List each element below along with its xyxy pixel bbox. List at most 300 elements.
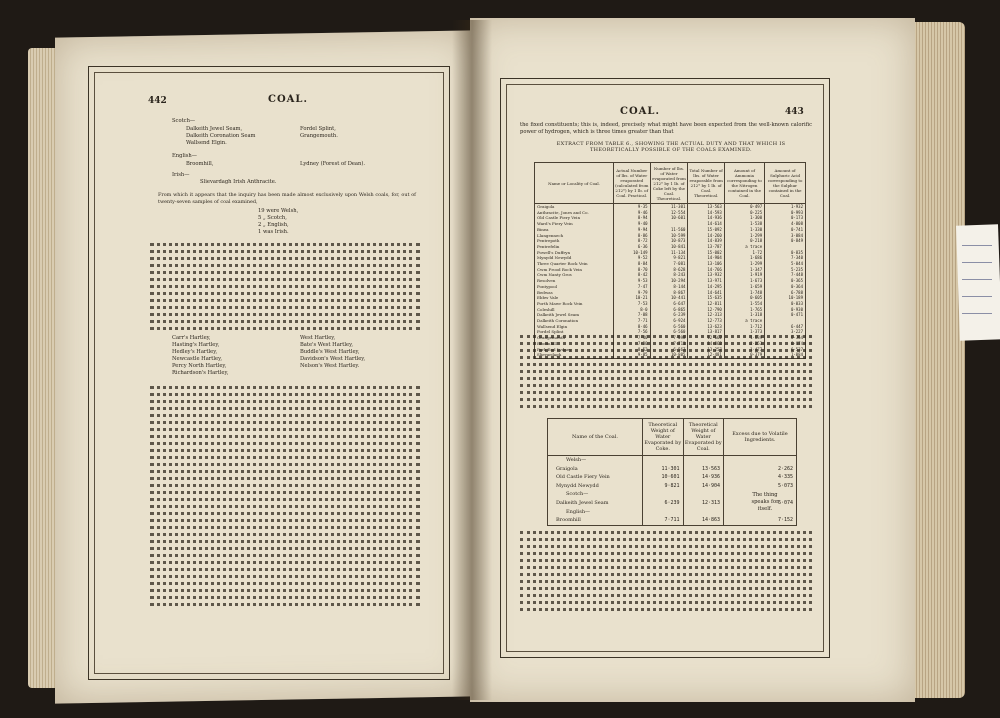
tally-line: 2 „ English,	[258, 222, 289, 228]
value-cell: 14·593	[688, 210, 724, 216]
value-cell: 0·471	[765, 312, 806, 318]
scotch-item: Dalkeith Coronation Seam	[186, 133, 256, 139]
text-line	[150, 257, 420, 260]
text-line	[150, 386, 420, 389]
text-line	[150, 327, 420, 330]
value-cell	[724, 456, 797, 465]
text-line	[150, 264, 420, 267]
value-cell: 0·835	[765, 250, 806, 256]
value-cell: 0·605	[724, 295, 764, 301]
right-page-heading: COAL.	[620, 106, 660, 117]
value-cell: 1·373	[724, 329, 764, 335]
text-line	[150, 442, 420, 445]
text-line	[520, 356, 812, 359]
table-header: Number of lbs. of Water evaporated from 212° by 1 lb. of Coke left by the Coal. Theoretical.	[650, 163, 688, 204]
value-cell: 7·40	[614, 335, 651, 341]
text-line	[520, 538, 812, 541]
value-cell: 14·839	[688, 238, 724, 244]
value-cell: 14·614	[688, 221, 724, 227]
value-cell: 6·788	[765, 290, 806, 296]
value-cell: 10·601	[650, 215, 688, 221]
value-cell: 12·313	[688, 312, 724, 318]
text-line	[520, 545, 812, 548]
text-line	[150, 414, 420, 417]
value-cell: 1·299	[724, 261, 764, 267]
coal-name-cell: Welsh—	[548, 456, 643, 465]
coal-name-cell: Dalkeith Jewel Seam	[548, 499, 643, 508]
value-cell: 15·092	[688, 227, 724, 233]
table1-caption: EXTRACT FROM TABLE 6., SHOWING THE ACTUAL DUTY AND THAT WHICH IS THEORETICALLY POSSIBLE OF THE COALS EXAMINED.	[556, 141, 786, 153]
value-cell: 13·787	[688, 244, 724, 250]
coal-name-cell: Broomhill	[548, 516, 643, 525]
value-cell: 6·36	[614, 244, 651, 250]
value-cell: 1·932	[765, 204, 806, 210]
text-line	[150, 243, 420, 246]
value-cell: 12·662	[688, 335, 724, 341]
english-item: Broomhill,	[186, 161, 214, 167]
text-line	[150, 285, 420, 288]
value-cell: 9·94	[614, 227, 651, 233]
value-cell: 13·563	[683, 465, 723, 474]
value-cell: 11·560	[650, 227, 688, 233]
value-cell: 9·821	[643, 482, 684, 491]
value-cell: 14·904	[683, 482, 723, 491]
coal-name-cell: Grangemouth	[535, 335, 614, 341]
text-line	[150, 435, 420, 438]
text-line	[150, 533, 420, 536]
coal-name-cell: Ward's Fiery Vein	[535, 221, 614, 227]
value-cell: 1·72	[724, 250, 764, 256]
text-line	[520, 363, 812, 366]
table-row	[548, 465, 797, 474]
value-cell: 2·262	[724, 465, 797, 474]
value-cell: 8·70	[614, 267, 651, 273]
value-cell: 8·243	[650, 272, 688, 278]
value-cell: 7·448	[765, 272, 806, 278]
value-cell: 13·817	[688, 329, 724, 335]
coal-name-cell: Scotch—	[548, 490, 643, 499]
coal-name-cell: Porth Mawr Rock Vein	[535, 301, 614, 307]
value-cell: 11·301	[643, 465, 684, 474]
text-line	[520, 601, 812, 604]
slip-rule	[962, 296, 992, 297]
value-cell: 0·173	[765, 215, 806, 221]
text-line	[150, 512, 420, 515]
value-cell: 3·227	[765, 329, 806, 335]
value-cell: 10·841	[650, 244, 688, 250]
value-cell	[643, 508, 684, 517]
value-cell: a trace	[724, 244, 764, 250]
coal-name-cell: Old Castle Fiery Vein	[548, 473, 643, 482]
text-line	[150, 554, 420, 557]
text-line	[520, 384, 812, 387]
table-header: Excess due to Volatile Ingredients.	[724, 419, 797, 456]
value-cell: 1·765	[724, 307, 764, 313]
text-line	[520, 405, 812, 408]
value-cell: 12·773	[688, 318, 724, 324]
tally-line: 19 were Welsh,	[258, 208, 299, 214]
value-cell	[683, 490, 723, 499]
value-cell: 12·313	[683, 499, 723, 508]
text-line	[520, 370, 812, 373]
value-cell: 8·52	[614, 347, 651, 353]
text-line	[150, 596, 420, 599]
duty-table	[534, 162, 806, 359]
value-cell: 13·563	[688, 204, 724, 210]
value-cell: 1·748	[724, 290, 764, 296]
value-cell: 8·46	[614, 324, 651, 330]
value-cell: 8·84	[614, 261, 651, 267]
text-line	[150, 582, 420, 585]
value-cell: 1·639	[724, 335, 764, 341]
value-cell: 0·033	[765, 301, 806, 307]
value-cell: 1·330	[724, 227, 764, 233]
value-cell: 10·21	[614, 295, 651, 301]
value-cell: 6·239	[650, 312, 688, 318]
text-line	[520, 342, 812, 345]
value-cell: 7·152	[724, 516, 797, 525]
text-line	[520, 573, 812, 576]
value-cell: 4·808	[765, 221, 806, 227]
value-cell	[683, 508, 723, 517]
text-line	[150, 393, 420, 396]
opening-paragraph: the fixed constituents; this is, indeed, precisely what might have been expected from the well-known calorific power of hydrogen, which is three times greater than that	[520, 122, 812, 136]
value-cell: 9·40	[614, 221, 651, 227]
value-cell: 6·074	[724, 499, 797, 508]
value-cell: 14·863	[683, 516, 723, 525]
table-header: Amount of Ammonia corresponding to the Nitrogen contained in the Coal.	[724, 163, 764, 204]
value-cell: 0·849	[765, 238, 806, 244]
value-cell: 10·873	[650, 238, 688, 244]
table-header: Name or Locality of Coal.	[535, 163, 614, 204]
table-row	[548, 516, 797, 525]
value-cell: 7·47	[614, 284, 651, 290]
text-line	[150, 540, 420, 543]
value-cell: 1·686	[724, 255, 764, 261]
text-line	[150, 400, 420, 403]
left-page-heading: COAL.	[268, 94, 308, 105]
value-cell: 9·79	[614, 290, 651, 296]
table-header: Theoretical Weight of Water Evaporated by Coal.	[683, 419, 723, 456]
value-cell: 8·86	[614, 233, 651, 239]
text-line	[150, 271, 420, 274]
value-cell: 0·379	[724, 352, 764, 358]
value-cell: 0·741	[765, 227, 806, 233]
hartley-item: Percy North Hartley,	[172, 363, 227, 369]
value-cell: 9·46	[614, 210, 651, 216]
table-row	[548, 456, 797, 465]
value-cell: 6·537	[765, 347, 806, 353]
value-cell: 9·821	[650, 255, 688, 261]
scotch-item: Wallsend Elgin.	[186, 140, 227, 146]
value-cell: 14·766	[688, 267, 724, 273]
coal-name-cell: Pentrefelin	[535, 244, 614, 250]
coal-name-cell: Dalkeith Coronation	[535, 318, 614, 324]
value-cell: 5·073	[724, 482, 797, 491]
hartley-item: West Hartley,	[300, 335, 336, 341]
text-line	[520, 608, 812, 611]
coal-name-cell: Pentrepoth	[535, 238, 614, 244]
text-line	[150, 470, 420, 473]
scotch-item: Fordel Splint,	[300, 126, 336, 132]
text-line	[150, 320, 420, 323]
scotch-item: Dalkeith Jewel Seam,	[186, 126, 243, 132]
coal-name-cell: Broomhill	[535, 341, 614, 347]
coal-name-cell: Binea	[535, 227, 614, 233]
hartley-item: Carr's Hartley,	[172, 335, 211, 341]
value-cell: 10·601	[643, 473, 684, 482]
coke-coal-table-body	[548, 456, 797, 526]
table-row	[548, 482, 797, 491]
value-cell: 7·53	[614, 301, 651, 307]
coal-name-cell: English—	[548, 508, 643, 517]
value-cell: 7·71	[614, 318, 651, 324]
value-cell: 6·924	[650, 318, 688, 324]
value-cell: 15·635	[688, 295, 724, 301]
text-line	[150, 477, 420, 480]
value-cell: 7·340	[765, 255, 806, 261]
text-line	[150, 519, 420, 522]
text-line	[150, 526, 420, 529]
value-cell: 0·364	[765, 284, 806, 290]
coal-name-cell: Powell's Duffryn	[535, 250, 614, 256]
value-cell: 1·538	[724, 221, 764, 227]
english-label: English—	[172, 153, 197, 159]
value-cell: 6·865	[650, 307, 688, 313]
slip-rule	[962, 262, 992, 263]
table-header: Amount of Sulphuric Acid corresponding to the Sulphur contained in the Coal.	[765, 163, 806, 204]
value-cell: 6·647	[650, 301, 688, 307]
text-line	[520, 587, 812, 590]
value-cell: 5·235	[765, 267, 806, 273]
text-line	[150, 407, 420, 410]
coal-name-cell: Cwm Frood Rock Vein	[535, 267, 614, 273]
value-cell	[643, 456, 684, 465]
value-cell: 9·53	[614, 278, 651, 284]
value-cell: 6·567	[650, 347, 688, 353]
value-cell: 8·94	[614, 215, 651, 221]
coal-name-cell: Mynydd Newydd	[535, 255, 614, 261]
value-cell: 0·365	[765, 278, 806, 284]
hartley-item: Nelson's West Hartley.	[300, 363, 360, 369]
value-cell: 15·002	[688, 250, 724, 256]
text-line	[150, 428, 420, 431]
text-line	[150, 306, 420, 309]
coal-name-cell: Anthracite, Jones and Co.	[535, 210, 614, 216]
value-cell: 6·364	[765, 335, 806, 341]
value-cell: 9·85	[614, 352, 651, 358]
coal-name-cell: Resolven	[535, 278, 614, 284]
value-cell: a trace	[724, 318, 764, 324]
value-cell: 14·936	[688, 215, 724, 221]
hartley-item: Hasting's Hartley,	[172, 342, 220, 348]
value-cell: 8·42	[614, 272, 651, 278]
hartley-item: Hedley's Hartley,	[172, 349, 218, 355]
coal-name-cell: Bedwas	[535, 290, 614, 296]
value-cell: 9·52	[614, 255, 651, 261]
value-cell: 10·599	[650, 233, 688, 239]
value-cell: 10·294	[650, 278, 688, 284]
value-cell: 7·711	[643, 516, 684, 525]
coal-name-cell: Wallsend Elgin	[535, 324, 614, 330]
text-line	[520, 391, 812, 394]
table-header: Name of the Coal.	[548, 419, 643, 456]
coal-name-cell: Graigola	[535, 204, 614, 210]
irish-item: Slievardagh Irish Anthracite.	[200, 179, 277, 185]
text-line	[150, 491, 420, 494]
text-line	[150, 547, 420, 550]
table-header: Theoretical Weight of Water Evaporated by Coke.	[643, 419, 684, 456]
english-item: Lydney (Forest of Dean).	[300, 161, 366, 167]
text-line	[150, 456, 420, 459]
value-cell	[683, 456, 723, 465]
value-cell: 1·300	[724, 215, 764, 221]
intro-paragraph: From which it appears that the inquiry has been made almost exclusively upon Welsh coals, for, out of twenty-seven samples of coal examined,	[158, 192, 416, 205]
text-line	[520, 559, 812, 562]
value-cell: 6·560	[650, 329, 688, 335]
text-line	[150, 505, 420, 508]
value-cell: 13·623	[688, 324, 724, 330]
hartley-item: Davidson's West Hartley,	[300, 356, 366, 362]
value-cell: 7·30	[614, 341, 651, 347]
text-line	[150, 484, 420, 487]
coal-name-cell: Cwm Nanty Gros	[535, 272, 614, 278]
value-cell: 13·106	[688, 261, 724, 267]
value-cell: 8·867	[650, 290, 688, 296]
value-cell: 13·257	[688, 347, 724, 353]
coal-name-cell: Pontypool	[535, 284, 614, 290]
value-cell: 14·936	[683, 473, 723, 482]
value-cell: 8·144	[650, 284, 688, 290]
text-line	[150, 463, 420, 466]
value-cell: 11·301	[650, 204, 688, 210]
value-cell: 7·711	[650, 341, 688, 347]
text-line	[150, 603, 420, 606]
coal-name-cell: Dalkeith Jewel Seam	[535, 312, 614, 318]
value-cell: 8·72	[614, 238, 651, 244]
value-cell: 0·930	[765, 307, 806, 313]
value-cell: 1·659	[724, 284, 764, 290]
slip-rule	[962, 313, 992, 314]
value-cell: 9·35	[614, 204, 651, 210]
coal-name-cell: Park End Lydney	[535, 347, 614, 353]
value-cell: 0·225	[724, 210, 764, 216]
value-cell: 7·56	[614, 329, 651, 335]
value-cell: 11·134	[650, 250, 688, 256]
table-header: Actual Number of lbs. of Water evaporated (calculated from 212°) by 1 lb. of Coal. Practical.	[614, 163, 651, 204]
value-cell: 14·260	[688, 233, 724, 239]
text-line	[150, 421, 420, 424]
tally-line: 5 „ Scotch,	[258, 215, 287, 221]
coal-name-cell: Slievardagh	[535, 352, 614, 358]
scotch-label: Scotch—	[172, 118, 196, 124]
text-line	[520, 377, 812, 380]
value-cell: 12·554	[650, 210, 688, 216]
text-line	[150, 589, 420, 592]
coal-name-cell: Old Castle Fiery Vein	[535, 215, 614, 221]
hartley-item: Richardson's Hartley,	[172, 370, 229, 376]
value-cell: 4·335	[724, 473, 797, 482]
text-line	[150, 498, 420, 501]
value-cell: 3·084	[765, 233, 806, 239]
text-line	[150, 561, 420, 564]
left-page-number: 442	[148, 96, 167, 106]
text-line	[520, 580, 812, 583]
value-cell: 13·932	[688, 272, 724, 278]
hartley-item: Bate's West Hartley,	[300, 342, 353, 348]
text-line	[150, 568, 420, 571]
value-cell: 10·441	[650, 295, 688, 301]
value-cell: 14·641	[688, 290, 724, 296]
value-cell: 1·477	[724, 347, 764, 353]
text-line	[150, 278, 420, 281]
text-line	[150, 299, 420, 302]
scotch-item: Grangemouth.	[300, 133, 338, 139]
hartley-item: Buddle's West Hartley,	[300, 349, 360, 355]
hartley-item: Newcastle Hartley,	[172, 356, 222, 362]
coal-name-cell: Graigola	[548, 465, 643, 474]
left-page-edges	[28, 48, 58, 688]
value-cell: 6·560	[650, 324, 688, 330]
text-line	[150, 313, 420, 316]
value-cell: 5·044	[765, 261, 806, 267]
value-cell: 10·189	[765, 295, 806, 301]
value-cell: 14·904	[688, 255, 724, 261]
value-cell	[643, 490, 684, 499]
text-line	[150, 575, 420, 578]
coal-name-cell: Coleshill	[535, 307, 614, 313]
value-cell: 1·919	[724, 272, 764, 278]
table-header: Total Number of lbs. of Water evaporable from 212° by 1 lb. of Coal. Theoretical.	[688, 163, 724, 204]
text-line	[520, 594, 812, 597]
text-line	[150, 449, 420, 452]
slip-rule	[962, 279, 992, 280]
value-cell: 14·295	[688, 284, 724, 290]
value-cell: 1·347	[724, 267, 764, 273]
irish-label: Irish—	[172, 172, 190, 178]
value-cell: 1·712	[724, 324, 764, 330]
book-gutter	[452, 20, 492, 700]
value-cell: 14·862	[688, 341, 724, 347]
value-cell: 13·971	[688, 278, 724, 284]
value-cell: 10·805	[650, 352, 688, 358]
text-line	[150, 250, 420, 253]
value-cell: 0·497	[724, 204, 764, 210]
text-line	[520, 566, 812, 569]
value-cell: 1·299	[724, 233, 764, 239]
value-cell: 8·628	[650, 267, 688, 273]
text-line	[520, 398, 812, 401]
value-cell: 1·318	[724, 312, 764, 318]
value-cell: 7·08	[614, 312, 651, 318]
coal-name-cell: Three Quarter Rock Vein	[535, 261, 614, 267]
text-line	[520, 552, 812, 555]
value-cell: 6·674	[765, 341, 806, 347]
text-line	[520, 335, 812, 338]
table-row	[548, 473, 797, 482]
value-cell: 12·811	[688, 301, 724, 307]
value-cell: 12·790	[688, 307, 724, 313]
text-line	[150, 292, 420, 295]
value-cell: 7·098	[650, 335, 688, 341]
coal-name-cell: Mynydd Newydd	[548, 482, 643, 491]
tally-line: 1 was Irish.	[258, 229, 289, 235]
coal-name-cell: Fordel Splint	[535, 329, 614, 335]
value-cell: 10·149	[614, 250, 651, 256]
value-cell: 6·239	[643, 499, 684, 508]
value-cell: 2·253	[724, 341, 764, 347]
text-line	[520, 349, 812, 352]
